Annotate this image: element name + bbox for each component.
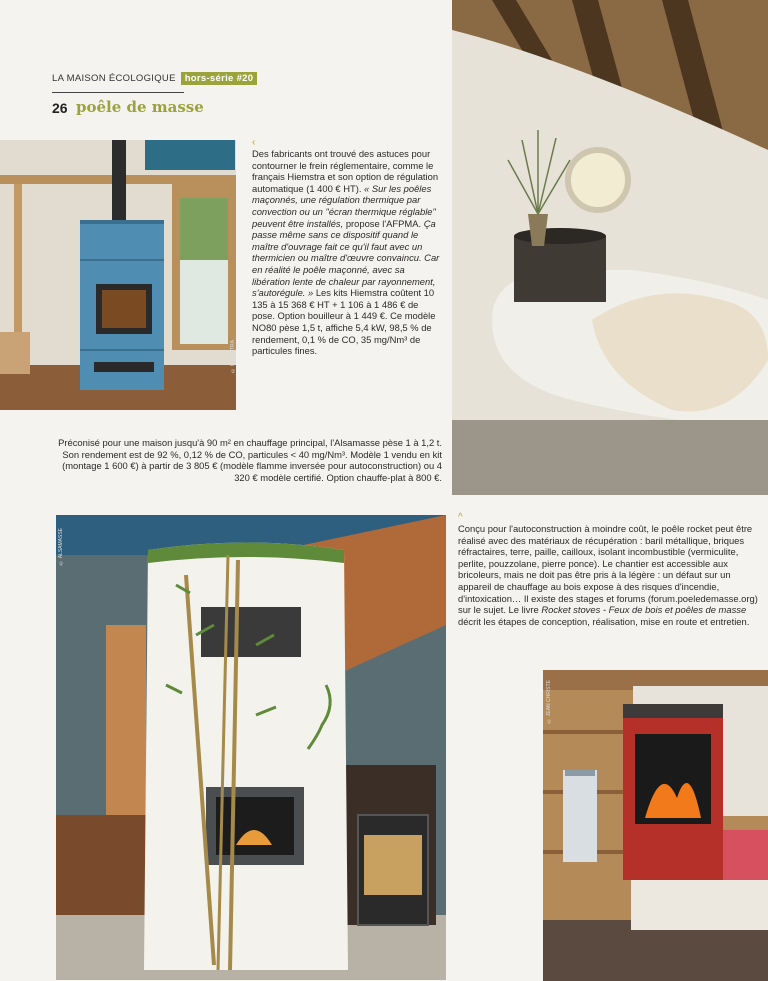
- rocket-paragraph: [458, 523, 758, 627]
- rocket-intro: Conçu pour l'autoconstruction à moindre coût, le poêle rocket peut être réalisé avec des matériaux de récupération : baril métallique, briques réfractaires, terre, paille, cailloux, isolant incombustible (vermiculite, perlite, pouzzolane, pierre ponce). Le chantier est accessible aux bricoleurs, mais ne doit pas être pris à la légère : un défaut sur un appareil de chauffage au bois expose à des risques d'incendie, d'intoxication… Il existe des stages et forums (forum.poeledemasse.org) sur le sujet. Le livre: [458, 523, 758, 616]
- magazine-name: LA MAISON ÉCOLOGIQUE: [52, 73, 176, 84]
- hiemstra-intro: Des fabricants ont trouvé des astuces pour contourner le frein réglementaire, comme le français Hiemstra et son option de régulation automatique (1 400 € HT).: [252, 148, 439, 194]
- photo-credit-hiemstra: © HIEMSTRA: [230, 340, 236, 374]
- hiemstra-quote: « Sur les poêles maçonnés, une régulation thermique par convection ou un "écran thermique réglable" peuvent être installés,: [252, 182, 436, 229]
- photo-cob-rocket-stove: [452, 0, 768, 495]
- column-hiemstra-text: [252, 137, 442, 357]
- rocket-book-title: Rocket stoves - Feux de bois et poêles de masse: [541, 604, 747, 616]
- column-rocket-text: [458, 512, 758, 627]
- photo-credit-jean-christe: © JEAN CHRISTE: [546, 680, 552, 724]
- article-marker-2: ^: [458, 512, 463, 523]
- blue-stove-illustration: [0, 140, 236, 410]
- hiemstra-prices: Les kits Hiemstra coûtent 10 135 à 15 368 € HT + 1 106 à 1 486 € de pose. Option bouilleur à 1 449 €. Ce modèle NO80 pèse 1,5 t, affiche 5,4 kW, 98,5 % de rendement, 0,1 % de CO, 35 mg/Nm³ de particules fines.: [252, 287, 436, 357]
- cob-stove-illustration: [452, 0, 768, 495]
- rocket-end: décrit les étapes de conception, réalisation, mise en route et entretien.: [458, 615, 750, 627]
- photo-blue-masonry-stove: [0, 140, 236, 410]
- section-title: poêle de masse: [76, 98, 204, 116]
- page-number: 26: [52, 100, 68, 116]
- hiemstra-attribution: propose l'AFPMA.: [345, 217, 424, 229]
- magazine-header: [52, 72, 257, 85]
- hiemstra-quote-continued: Ça passe même sans ce dispositif quand le maître d'ouvrage fait ce qu'il faut avec un thermicien ou maître d'œuvre convaincu. Car en réalité le poêle maçonné, avec sa libération lente de chaleur par rayonnement, s'autorégule. »: [252, 217, 440, 299]
- photo-red-insert-stove: [543, 670, 768, 981]
- header-rule: [52, 92, 184, 93]
- hiemstra-paragraph: [252, 148, 442, 357]
- photo-credit-alsamasse: © ALSAMASSE: [58, 528, 64, 566]
- alsamasse-stove-illustration: [56, 515, 446, 980]
- photo-alsamasse-stove: [56, 515, 446, 980]
- caption-alsamasse: Préconisé pour une maison jusqu'à 90 m² en chauffage principal, l'Alsamasse pèse 1 à 1,2 t. Son rendement est de 92 %, 0,12 % de CO, particules < 40 mg/Nm³. Modèle 1 vendu en kit (montage 1 600 €) à partir de 3 805 € (modèle flamme inversée pour autoconstruction) ou 4 320 € modèle certifié. Option chauffe-plat à 800 €.: [58, 437, 442, 483]
- red-stove-illustration: [543, 670, 768, 981]
- issue-tag: hors-série #20: [181, 72, 258, 85]
- article-marker: ‹: [252, 137, 256, 148]
